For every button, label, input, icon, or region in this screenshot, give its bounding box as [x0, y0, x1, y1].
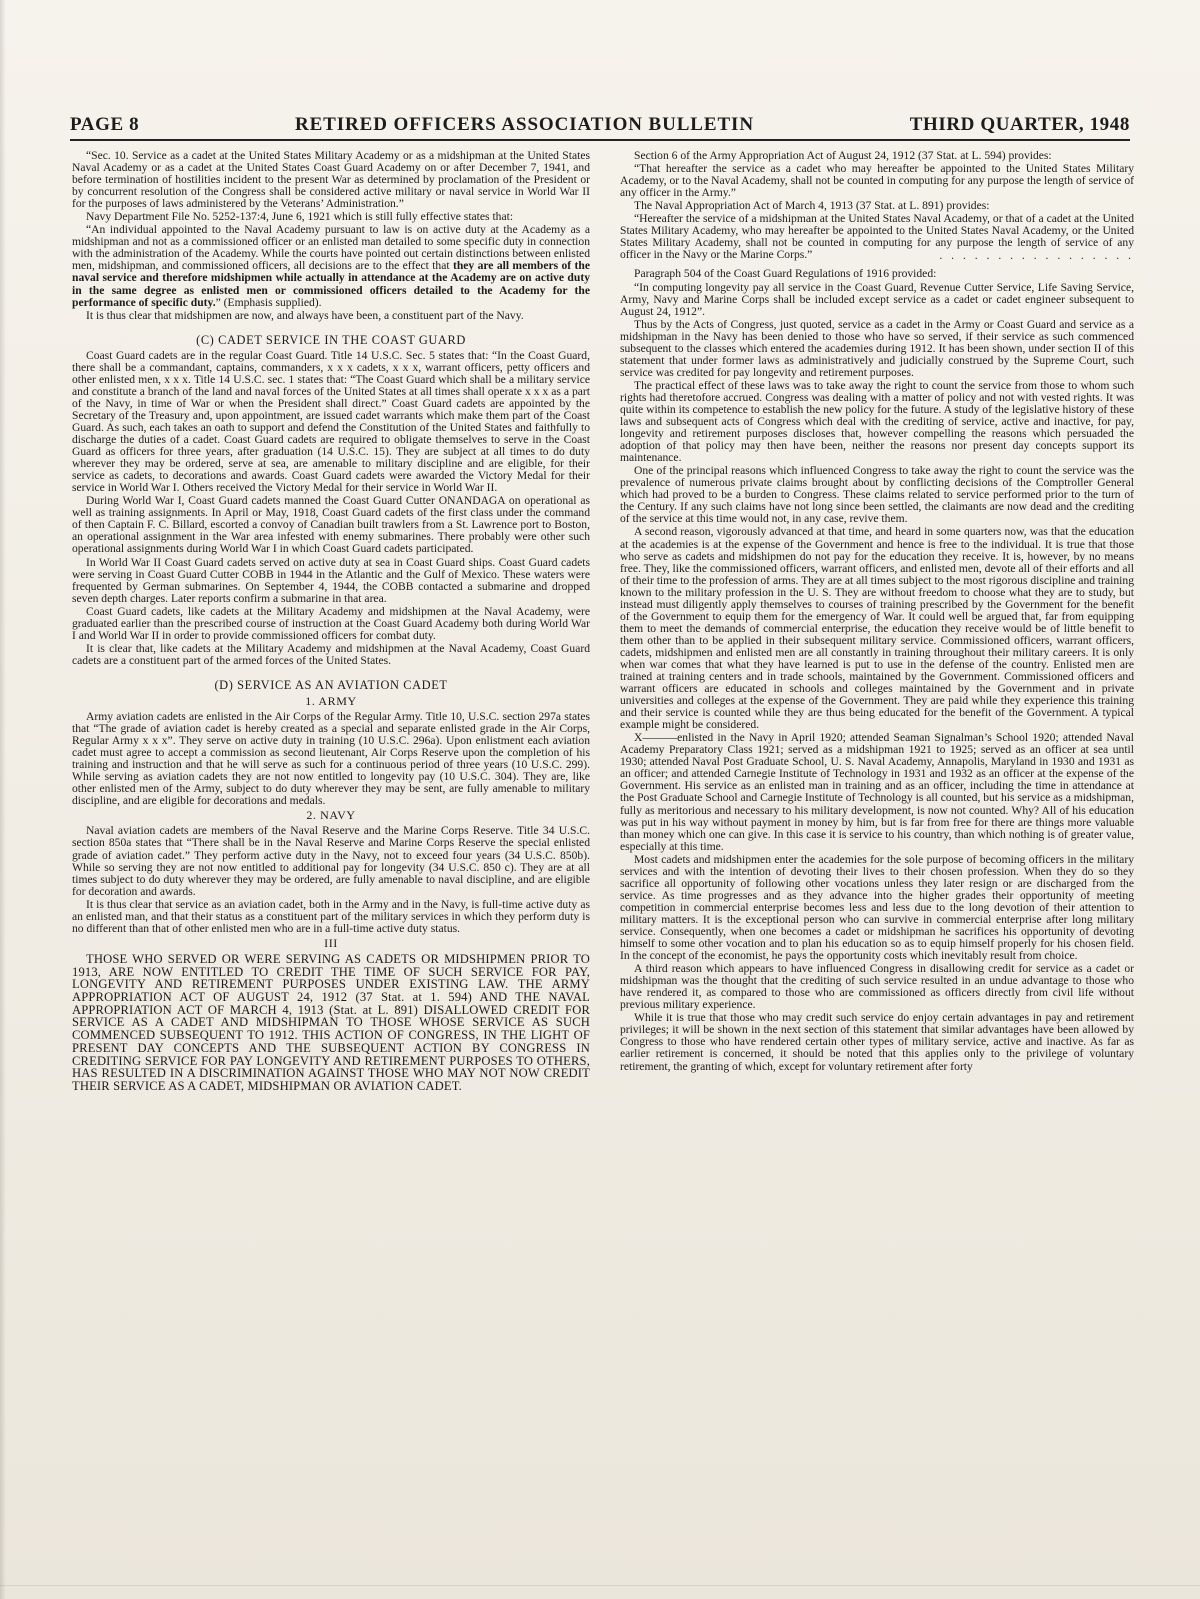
- paragraph: Army aviation cadets are enlisted in the Air Corps of the Regular Army. Title 10, U.S.C. section 297a states that “The grade of aviation cadet is hereby created as a special and separate enlisted grade in the Air Corps, Regular Army x x x”. They serve on active duty in training (10 U.S.C. 296a). Upon enlistment each aviation cadet must agree to accept a commission as second lieutenant, Air Corps Reserve upon the completion of his training and instruction and that he will serve as such for a continuous period of three years (10 U.S.C. 299). While serving as aviation cadets they are not now entitled to longevity pay (10 U.S.C. 304). They are, like other enlisted men of the Army, subject to do duty wherever they may be sent, are fully amenable to military discipline, and are eligible for decorations and medals.: [72, 710, 590, 808]
- paragraph: One of the principal reasons which influenced Congress to take away the right to count the service was the prevalence of numerous private claims brought about by conflicting decisions of the Comptroller General which had proved to be a burden to Congress. These claims related to service performed prior to the turn of the Century. If any such claims have not long since been settled, the claimants are now dead and the crediting of the service at this time would not, in any case, revive them.: [620, 464, 1134, 526]
- page-fold-line: [0, 1585, 1200, 1586]
- paragraph: Section 6 of the Army Appropriation Act of August 24, 1912 (37 Stat. at L. 594) provides:: [634, 150, 1052, 162]
- section-number-heading: III: [324, 935, 338, 950]
- ellipsis-line: . . . . . . . . . . . . . . . . .: [939, 249, 1134, 263]
- paragraph: A second reason, vigorously advanced at that time, and heard in some quarters now, was that the education at the academies is at the expense of the Government and hence is free to the individual. It is true that those who serve as cadets and midshipmen do not pay for the education they receive. It is, however, by no means free. They, like the commissioned officers, warrant officers, and enlisted men, devote all of their efforts and all of their time to the profession of arms. They are at all times subject to the most rigorous discipline and training known to the military profession in the U. S. They are without freedom to choose what they are to study, but instead must diligently apply themselves to courses of training prescribed by the Government for the benefit of the Government to equip them for the emergency of War. It could well be argued that, far from equipping them to meet the demands of commercial enterprise, the education they receive would be of little benefit to them other than to be applied in their subsequent military service. Commissioned officers, warrant officers, cadets, midshipmen and enlisted men are all constantly in training throughout their military careers. It is only when war comes that what they have learned is put to use in the defense of the country. Enlisted men are trained at training centers and in trade schools, maintained by the Government. Commissioned officers and warrant officers are educated in schools and colleges maintained by the Government and in private universities and colleges at the expense of the Government. They are paid while they experience this training and their service is counted while they are thus being educated for the benefit of the Government. A typical example might be considered.: [620, 525, 1134, 732]
- quoted-paragraph: “In computing longevity pay all service in the Coast Guard, Revenue Cutter Service, Life Saving Service, Army, Navy and Marine Corps shall be included except service as a cadet or cadet engineer subsequent to August 24, 1912”.: [620, 280, 1134, 318]
- emphasized-text: they are all members of the naval service and therefore midshipmen while actually in attendance at the Academy are on active duty in the same degree as enlisted men or commissioned officers detailed to the Academy for the performance of specific duty.: [72, 259, 590, 309]
- subsection-heading: 1. ARMY: [305, 693, 357, 708]
- paragraph: It is clear that, like cadets at the Military Academy and midshipmen at the Naval Academy, Coast Guard cadets are a constituent part of the armed forces of the United States.: [72, 641, 590, 667]
- paragraph: Thus by the Acts of Congress, just quoted, service as a cadet in the Army or Coast Guard and service as a midshipman in the Navy has been denied to those who have so served, if their service as such commenced subsequent to the classes which entered the academies during 1912. It has been shown, under section II of this statement that under former laws as administratively and judicially construed by the Supreme Court, such service was credited for pay longevity and retirement purposes.: [620, 317, 1134, 379]
- issue-date: THIRD QUARTER, 1948: [909, 114, 1130, 135]
- paragraph: In World War II Coast Guard cadets served on active duty at sea in Coast Guard ships. Coast Guard cadets were serving in Coast Guard Cutter COBB in 1944 in the Atlantic and the Gulf of Mexico. These waters were frequented by German submarines. On September 4, 1944, the COBB contacted a submarine and dropped seven depth charges. Later reports confirm a submarine in that area.: [72, 555, 590, 605]
- quoted-paragraph: “Hereafter the service of a midshipman at the United States Naval Academy, or that of a cadet at the United States Military Academy, who may hereafter be appointed to the United States Naval Academy, or the United States Military Academy, shall not be counted in computing for any purpose the length of service of any officer in the Navy or the Marine Corps.”: [620, 212, 1134, 262]
- quoted-paragraph: [72, 224, 590, 308]
- paragraph: It is thus clear that midshipmen are now, and always have been, a constituent part of the Navy.: [86, 308, 524, 322]
- quoted-paragraph: “That hereafter the service as a cadet who may hereafter be appointed to the United States Military Academy, or to the Naval Academy, shall not be counted in computing for any purpose the length of service of any officer in the Army.”: [620, 162, 1134, 200]
- right-column: [620, 150, 1134, 1570]
- paragraph: X———enlisted in the Navy in April 1920; attended Seaman Signalman’s School 1920; attended Naval Academy Preparatory Class 1921; served as a midshipman 1921 to 1925; served as an officer at sea until 1930; attended Naval Post Graduate School, U. S. Naval Academy, Annapolis, Maryland in 1930 and 1931 as an officer; and attended Carnegie Institute of Technology in 1931 and 1932 as an officer at the expense of the Government. His service as an enlisted man in training and as an officer, including the time in attendance at the Post Graduate School and Carnegie Institute of Technology is all counted, but his service as a midshipman, fully as meritorious and necessary to his military development, is now not counted. Why? All of his education was put in his way without payment in money by him, but is far from free for there are things more valuable than money which one can give. In this case it is service to his country, than which nothing is of greater value, especially at this time.: [620, 731, 1134, 853]
- quote-text: ” (Emphasis supplied).: [215, 295, 322, 309]
- paragraph: During World War I, Coast Guard cadets manned the Coast Guard Cutter ONANDAGA on operational as well as training assignments. In April or May, 1918, Coast Guard cadets of the first class under the command of then Captain F. C. Billard, escorted a convoy of Canadian built trawlers from a St. Lawrence port to Boston, an operational assignment in the War area infested with enemy submarines. There probably were other such operational assignments during World War I in which Coast Guard cadets participated.: [72, 494, 590, 556]
- paragraph: Paragraph 504 of the Coast Guard Regulations of 1916 provided:: [634, 267, 937, 281]
- quote-text: “An individual appointed to the Naval Academy pursuant to law is on active duty at the Academy as a midshipman and not as a commissioned officer or an enlisted man detailed to some specific duty in connection with the administration of the Academy. While the courts have pointed out certain distinctions between enlisted men, midshipman, and commissioned officers, all decisions are to the effect that: [72, 223, 590, 273]
- subsection-heading: 2. NAVY: [306, 808, 356, 823]
- page-number: PAGE 8: [70, 114, 140, 135]
- paragraph: It is thus clear that service as an aviation cadet, both in the Army and in the Navy, is full-time active duty as an enlisted man, and that their status as a constituent part of the military services in which they perform duty is no different than that of other enlisted men who are in a full-time active duty status.: [72, 897, 590, 935]
- page-edge-shadow: [0, 0, 6, 1599]
- paragraph: The practical effect of these laws was to take away the right to count the service from those to whom such rights had theretofore accrued. Congress was dealing with a matter of policy and not with vested rights. It was quite within its competence to establish the new policy for the future. A study of the legislative history of these laws and subsequent acts of Congress which deal with the crediting of service, active and inactive, for pay, longevity and retirement purposes discloses that, however compelling the reasons which persuaded the adoption of that policy may then have been, neither the reasons nor present day concepts support its maintenance.: [620, 378, 1134, 465]
- paragraph: Coast Guard cadets are in the regular Coast Guard. Title 14 U.S.C. Sec. 5 states that: “In the Coast Guard, there shall be a commandant, captains, commanders, x x x cadets, x x x, warrant officers, petty officers and other enlisted men, x x x. Title 14 U.S.C. sec. 1 states that: “The Coast Guard which shall be a military service and constitute a branch of the land and naval forces of the United States at all times shall operate x x x as a part of the Navy, in time of War or when the President shall direct.” Coast Guard cadets are appointed by the Secretary of the Treasury and, upon appointment, are issued cadet warrants which make them part of the Coast Guard. As such, each takes an oath to support and defend the Constitution of the United States and faithfully to discharge the duties of a cadet. Coast Guard cadets are required to obligate themselves to serve in the Coast Guard as officers for three years, after graduation (14 U.S.C. 15). They are subject at all times to do duty wherever they may be ordered, serve at sea, are amenable to military discipline and are eligible, for their service as cadets, to decorations and awards. Coast Guard cadets were awarded the Victory Medal for their service in World War I. Others received the Victory Medal for their service in World War II.: [72, 348, 590, 495]
- paragraph: The Naval Appropriation Act of March 4, 1913 (37 Stat. at L. 891) provides:: [634, 199, 990, 213]
- paragraph: Navy Department File No. 5252-137:4, June 6, 1921 which is still fully effective states that:: [86, 210, 514, 224]
- paragraph: Coast Guard cadets, like cadets at the Military Academy and midshipmen at the Naval Academy, were graduated earlier than the prescribed course of instruction at the Coast Guard Academy both during World War I and World War II in order to provide commissioned officers for combat duty.: [72, 604, 590, 642]
- section-heading: (D) SERVICE AS AN AVIATION CADET: [214, 677, 448, 692]
- page-header: [70, 104, 1130, 141]
- paragraph: Most cadets and midshipmen enter the academies for the sole purpose of becoming officers in the military services and with the intention of devoting their lives to their chosen profession. When they do so they sacrifice all opportunity of following other vocations unless they later resign or are discharged from the service. As time progresses and as they advance into the higher grades their opportunity of meeting competition in commercial enterprise becomes less and less due to the long devotion of their attention to military matters. It is the exceptional person who can survive in commercial enterprise after long military service. Consequently, when one becomes a cadet or midshipman he sacrifices his opportunity of devoting himself to some other vocation and to plan his education so as to equip himself properly for his chosen field. In the concept of the economist, he pays the opportunity costs which inevitably result from choice.: [620, 852, 1134, 963]
- section-heading: (C) CADET SERVICE IN THE COAST GUARD: [196, 332, 466, 347]
- publication-title: RETIRED OFFICERS ASSOCIATION BULLETIN: [294, 114, 754, 135]
- capitalized-statement: THOSE WHO SERVED OR WERE SERVING AS CADETS OR MIDSHIPMEN PRIOR TO 1913, ARE NOW ENTITLED TO CREDIT THE TIME OF SUCH SERVICE FOR PAY, LONGEVITY AND RETIREMENT PURPOSES UNDER EXISTING LAW. THE ARMY APPROPRIATION ACT OF AUGUST 24, 1912 (37 Stat. at 1. 594) AND THE NAVAL APPROPRIATION ACT OF MARCH 4, 1913 (Stat. at L. 891) DISALLOWED CREDIT FOR SERVICE AS A CADET AND MIDSHIPMAN TO THOSE WHOSE SERVICE AS SUCH COMMENCED SUBSEQUENT TO 1912. THIS ACTION OF CONGRESS, IN THE LIGHT OF PRESENT DAY CONCEPTS AND THE SUBSEQUENT ACTION BY CONGRESS IN CREDITING SERVICE FOR PAY LONGEVITY AND RETIREMENT PURPOSES TO OTHERS, HAS RESULTED IN A DISCRIMINATION AGAINST THOSE WHO MAY NOT NOW CREDIT THEIR SERVICE AS A CADET, MIDSHIPMAN OR AVIATION CADET.: [72, 951, 590, 1093]
- paragraph: Naval aviation cadets are members of the Naval Reserve and the Marine Corps Reserve. Title 34 U.S.C. section 850a states that “There shall be in the Naval Reserve and Marine Corps Reserve the special enlisted grade of aviation cadet.” They perform active duty in the Navy, not to exceed four years (34 U.S.C. 850b). While so serving they are not now entitled to additional pay for longevity (34 U.S.C. 850 c). They are at all times subject to do duty wherever they may be ordered, are fully amenable to naval discipline, and are eligible for decoration and awards.: [72, 824, 590, 898]
- left-column: [72, 150, 590, 1570]
- paragraph: A third reason which appears to have influenced Congress in disallowing credit for service as a cadet or midshipman was the thought that the crediting of such service resulted in an undue advantage to those who have rendered it, as compared to those who are commissioned as officers directly from civil life without previous military experience.: [620, 962, 1134, 1012]
- paragraph: While it is true that those who may credit such service do enjoy certain advantages in pay and retirement privileges; it will be shown in the next section of this statement that similar advantages have been allowed by Congress to those who have rendered certain other types of military service, active and inactive. As far as earlier retirement is concerned, it should be noted that this applies only to the privilege of voluntary retirement, the granting of which, except for voluntary retirement after forty: [620, 1011, 1134, 1073]
- paragraph: “Sec. 10. Service as a cadet at the United States Military Academy or as a midshipman at the United States Naval Academy or as a cadet at the United States Coast Guard Academy on or after December 7, 1941, and before termination of hostilities incident to the present War as determined by proclamation of the President or by concurrent resolution of the Congress shall be considered active military or naval service in World War II for the purposes of laws administered by the Veterans’ Administration.”: [72, 150, 590, 211]
